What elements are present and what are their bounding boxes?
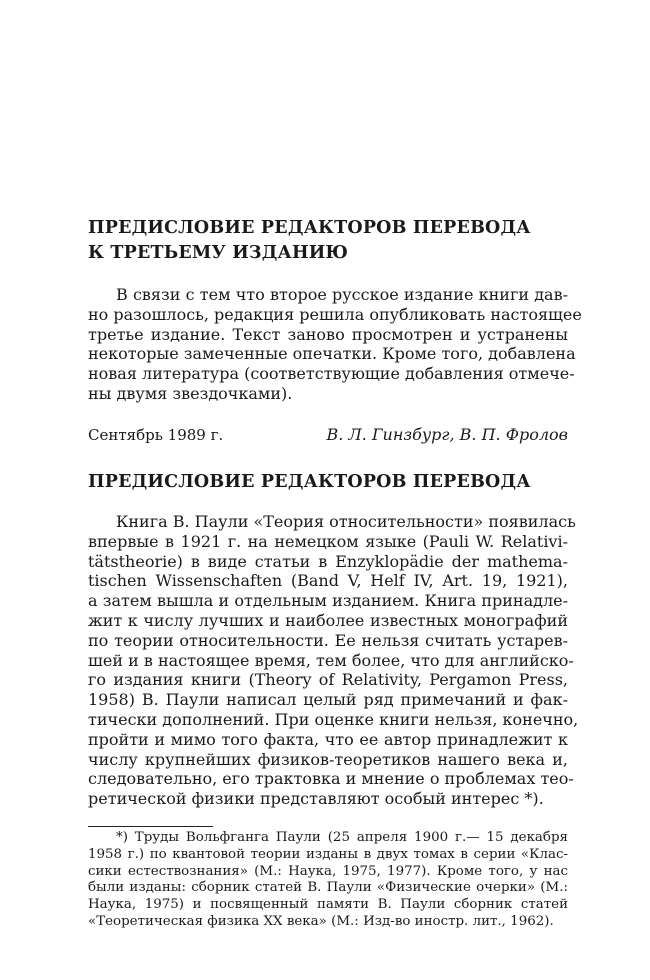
footnote-line: *) Труды Вольфганга Паули (25 апреля 1900 г.— 15 декабря [116, 830, 568, 845]
footnote-line: сики естествознания» (М.: Наука, 1975, 1977). Кроме того, у нас [88, 863, 568, 879]
footnote-rule [88, 826, 213, 827]
footnote-line: 1958 г.) по квантовой теории изданы в двух томах в серии «Клас- [88, 846, 568, 862]
paragraph-line: тически дополнений. При оценке книги нельзя, конечно, [88, 709, 579, 729]
signature-names: В. Л. Гинзбург, В. П. Фролов [326, 425, 568, 444]
footnote [88, 830, 568, 931]
footnote-line: Наука, 1975) и посвященный памяти В. Паули сборник статей [88, 897, 568, 913]
paragraph-line: по теории относительности. Ее нельзя считать устарев- [88, 630, 568, 650]
paragraph-line: третье издание. Текст заново просмотрен и устранены [88, 324, 568, 344]
footnote-line: были изданы: сборник статей В. Паули «Физические очерки» (М.: [88, 880, 568, 896]
paragraph-line: числу крупнейших физиков-теоретиков нашего века и, [88, 749, 568, 769]
paragraph-line: пройти и мимо того факта, что ее автор принадлежит к [88, 729, 568, 749]
paragraph-line: го издания книги (Theory of Relativity, Pergamon Press, [88, 670, 568, 690]
paragraph-line: ны двумя звездочками). [88, 383, 293, 403]
paragraph-line: 1958) В. Паули написал целый ряд примечаний и фак- [88, 690, 568, 710]
paragraph-line: но разошлось, редакция решила опубликовать настоящее [88, 304, 582, 324]
preface-third-edition-heading [88, 216, 568, 266]
paragraph-line: Книга В. Паули «Теория относительности» появилась [116, 512, 576, 531]
preface-translation-paragraph [88, 512, 579, 809]
paragraph-line: а затем вышла и отдельным изданием. Книга принадле- [88, 591, 568, 611]
signature-date: Сентябрь 1989 г. [88, 426, 224, 444]
paragraph-line: впервые в 1921 г. на немецком языке (Pauli W. Relativi- [88, 531, 568, 551]
paragraph-line: ретической физики представляют особый интерес *). [88, 789, 544, 809]
paragraph-line: tischen Wissenschaften (Band V, Helf IV, Art. 19, 1921), [88, 571, 568, 591]
paragraph-line: шей и в настоящее время, тем более, что для английско- [88, 650, 574, 670]
paragraph-line: некоторые замеченные опечатки. Кроме того, добавлена [88, 344, 576, 364]
footnote-line: «Теоретическая физика XX века» (М.: Изд-во иностр. лит., 1962). [88, 913, 554, 929]
paragraph-line: tätstheorie) в виде статьи в Enzyklopädie der mathema- [88, 551, 568, 571]
paragraph-line: новая литература (соответствующие добавления отмече- [88, 364, 575, 384]
paragraph-line: следовательно, его трактовка и мнение о проблемах тео- [88, 769, 574, 789]
heading-line-1: ПРЕДИСЛОВИЕ РЕДАКТОРОВ ПЕРЕВОДА [88, 218, 531, 238]
preface-translation-heading [88, 470, 568, 495]
heading-line: ПРЕДИСЛОВИЕ РЕДАКТОРОВ ПЕРЕВОДА [88, 472, 531, 492]
paragraph-line: жит к числу лучших и наиболее известных монографий [88, 610, 568, 630]
preface-third-edition-paragraph [88, 285, 582, 404]
heading-line-2: К ТРЕТЬЕМУ ИЗДАНИЮ [88, 243, 349, 263]
paragraph-line: В связи с тем что второе русское издание книги дав- [116, 285, 568, 304]
